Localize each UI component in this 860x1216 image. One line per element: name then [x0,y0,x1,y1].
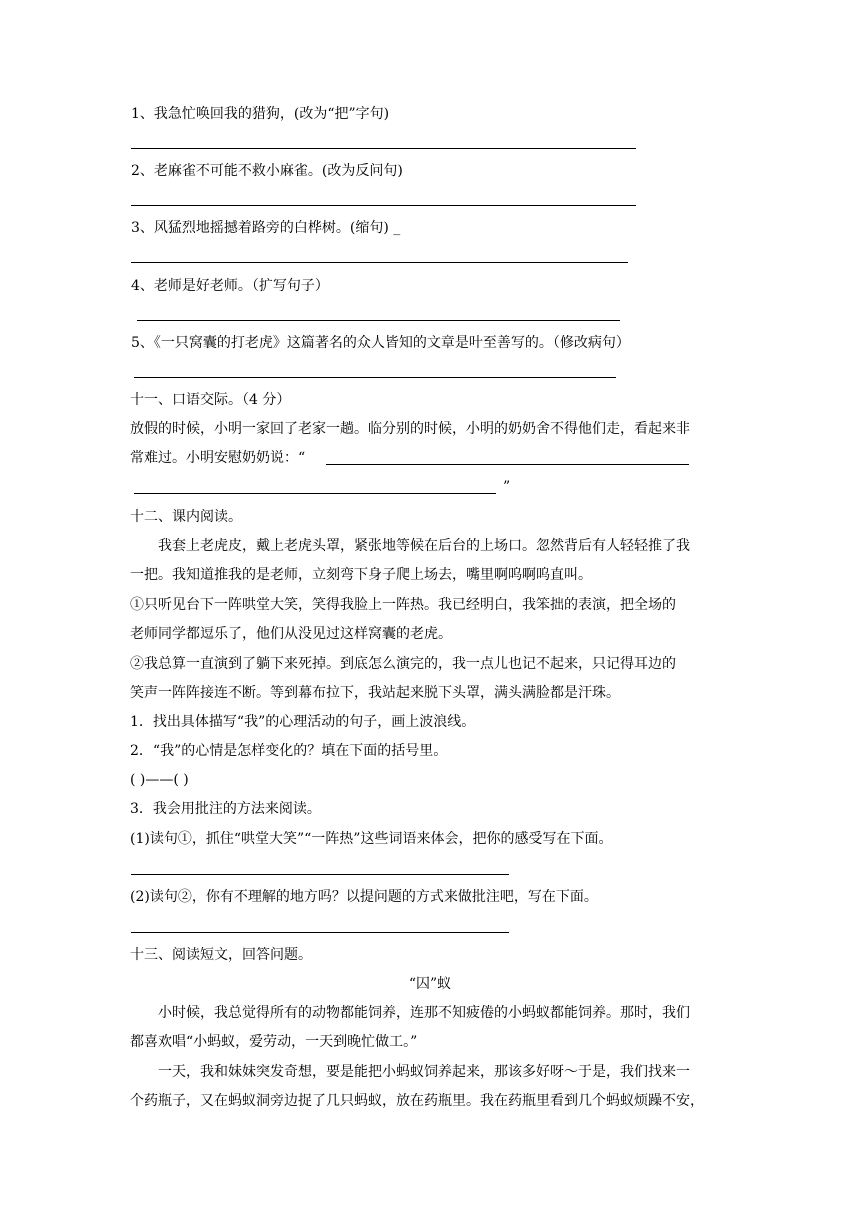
mood-change-blanks[interactable]: ( )——( ) [130,772,189,788]
question-2: 2、老麻雀不可能不救小麻雀。(改为反问句) [131,163,403,179]
question-3: 3、风猛烈地摇撼着路旁的白桦树。(缩句) _ [131,220,401,236]
section-11-heading: 十一、口语交际。（4 分） [130,392,291,408]
section-12-heading: 十二、课内阅读。 [130,509,242,525]
reading-question-3b: (2)读句②，你有不理解的地方吗？以提问题的方式来做批注吧，写在下面。 [130,889,598,905]
short-passage-para-1-line-2: 都喜欢唱“小蚂蚁，爱劳动，一天到晚忙做工。” [130,1034,418,1050]
passage-para-2-line-2: 老师同学都逗乐了，他们从没见过这样窝囊的老虎。 [130,626,452,642]
reading-question-3: 3．我会用批注的方法来阅读。 [130,801,321,817]
short-passage-para-2-line-2: 个药瓶子，又在蚂蚁洞旁边捉了几只蚂蚁，放在药瓶里。我在药瓶里看到几个蚂蚁烦躁不安， [130,1093,704,1109]
short-passage-para-2-line-1: 一天，我和妹妹突发奇想，要是能把小蚂蚁饲养起来，那该多好呀～于是，我们找来一 [158,1064,690,1080]
annotation-answer-line-1[interactable] [131,874,509,875]
section-11-paragraph-line-2: 常难过。小明安慰奶奶说：“ [130,450,306,466]
answer-line-4[interactable] [137,320,620,321]
passage-para-3-line-2: 笑声一阵阵接连不断。等到幕布拉下，我站起来脱下头罩，满头满脸都是汗珠。 [130,685,620,701]
reading-question-2: 2．“我”的心情是怎样变化的？填在下面的括号里。 [130,743,448,759]
answer-line-5[interactable] [134,377,616,378]
close-quote: ” [503,479,511,495]
question-5: 5、《一只窝囊的打老虎》这篇著名的众人皆知的文章是叶至善写的。（修改病句） [131,335,630,351]
question-1: 1、我急忙唤回我的猎狗，(改为“把”字句) [131,106,390,122]
section-13-heading: 十三、阅读短文，回答问题。 [130,947,312,963]
oral-answer-line-1[interactable] [326,464,689,465]
short-passage-para-1-line-1: 小时候，我总觉得所有的动物都能饲养，连那不知疲倦的小蚂蚁都能饲养。那时，我们 [158,1005,690,1021]
answer-line-3[interactable] [131,262,628,263]
annotation-answer-line-2[interactable] [131,932,509,933]
passage-para-3-line-1: ②我总算一直演到了躺下来死掉。到底怎么演完的，我一点儿也记不起来，只记得耳边的 [130,656,676,672]
section-11-paragraph-line-1: 放假的时候，小明一家回了老家一趟。临分别的时候，小明的奶奶舍不得他们走，看起来非 [130,421,690,437]
passage-para-2-line-1: ①只听见台下一阵哄堂大笑，笑得我脸上一阵热。我已经明白，我笨拙的表演，把全场的 [130,597,676,613]
answer-line-1[interactable] [131,148,636,149]
answer-line-2[interactable] [131,205,636,206]
question-4: 4、老师是好老师。（扩写句子） [131,278,329,294]
reading-question-3a: (1)读句①，抓住“哄堂大笑”“一阵热”这些词语来体会，把你的感受写在下面。 [130,831,613,847]
short-passage-title: “囚”蚁 [408,976,452,992]
oral-answer-line-2[interactable] [134,493,496,494]
reading-question-1: 1．找出具体描写“我”的心理活动的句子，画上波浪线。 [130,714,476,730]
passage-para-1-line-2: 一把。我知道推我的是老师，立刻弯下身子爬上场去，嘴里啊呜啊呜直叫。 [130,567,592,583]
passage-para-1-line-1: 我套上老虎皮，戴上老虎头罩，紧张地等候在后台的上场口。忽然背后有人轻轻推了我 [158,538,690,554]
